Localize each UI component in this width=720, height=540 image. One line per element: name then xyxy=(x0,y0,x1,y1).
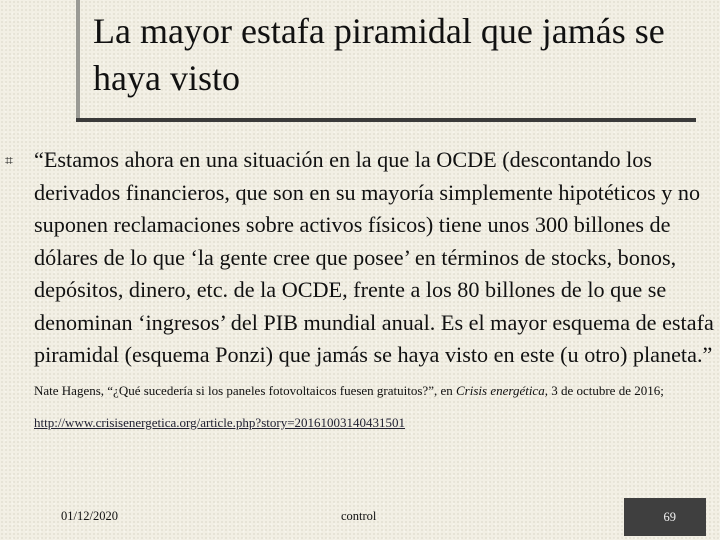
footer-date: 01/12/2020 xyxy=(61,509,118,523)
title-underline xyxy=(76,118,696,122)
page-number-box xyxy=(624,498,706,536)
citation-source: Crisis energética, xyxy=(456,382,548,398)
title-left-bar xyxy=(76,0,80,122)
footer-label: control xyxy=(341,509,377,523)
quote-text: “Estamos ahora en una situación en la que la OCDE (descontando los derivados financieros, que son en su mayoría simplemente hipotéticos y no suponen reclamaciones sobre activos físicos) tiene unos 300 billones de dólares de lo que ‘la gente cree que posee’ en términos de stocks, bonos, depósitos, dinero, etc. de la OCDE, frente a los 80 billones de lo que se denominan ‘ingresos’ del PIB mundial anual. Es el mayor esquema de estafa piramidal (esquema Ponzi) que jamás se haya visto en este (u otro) planeta.” xyxy=(34,147,714,367)
citation-date: 3 de octubre de 2016; xyxy=(547,382,664,398)
quote-paragraph xyxy=(34,144,714,437)
page-number: 69 xyxy=(663,510,676,524)
source-link[interactable]: http://www.crisisenergetica.org/article.php?story=20161003140431501 xyxy=(34,415,406,430)
citation xyxy=(34,383,664,431)
citation-author: Nate Hagens, “¿Qué sucedería si los paneles fotovoltaicos fuesen gratuitos?”, en xyxy=(34,382,456,398)
hash-bullet-icon: ⌗ xyxy=(5,153,13,169)
slide-title: La mayor estafa piramidal que jamás se haya visto xyxy=(93,11,665,98)
